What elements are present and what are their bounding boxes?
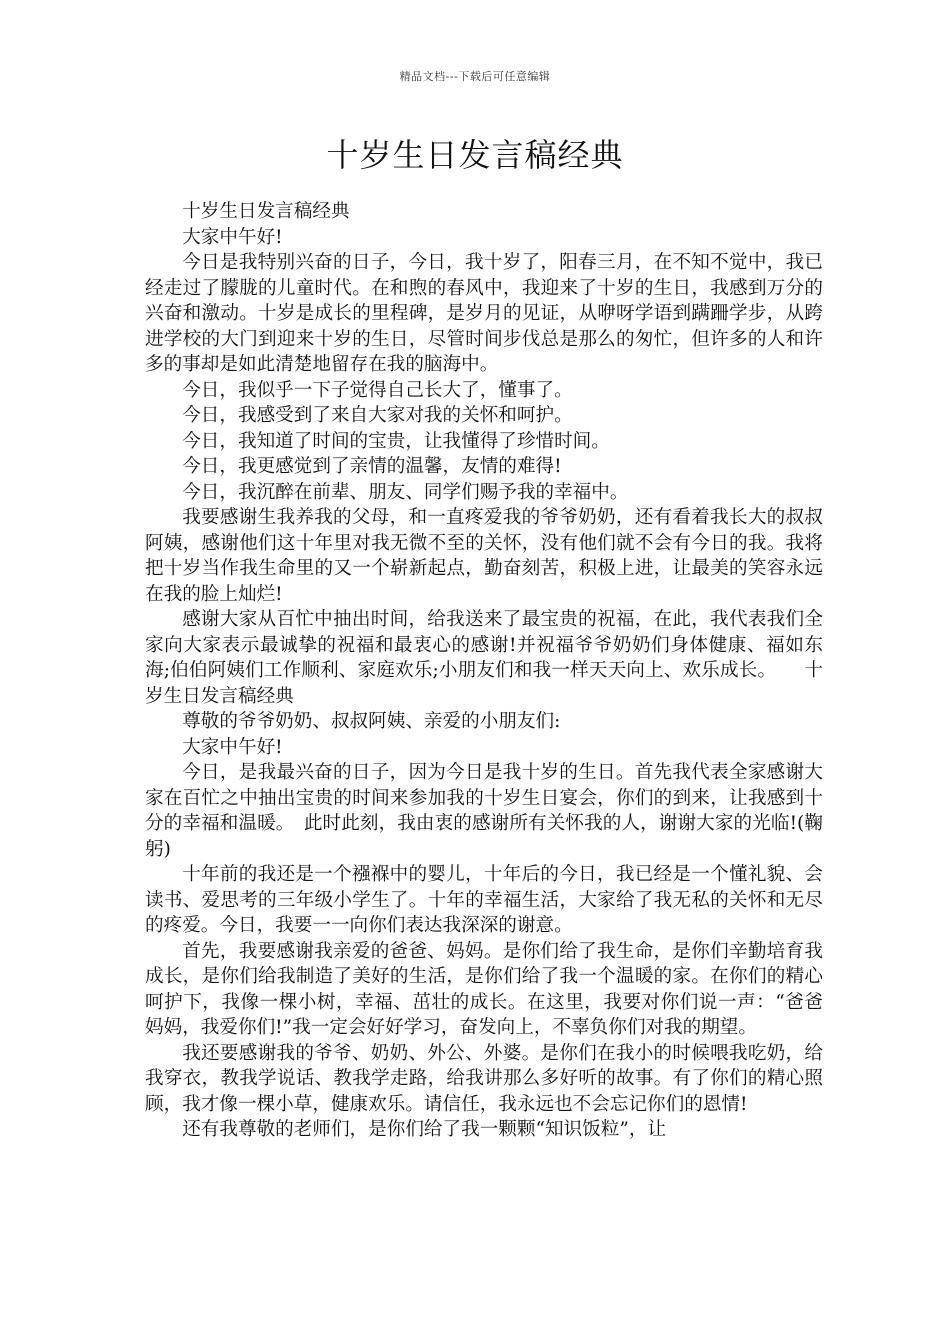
paragraph: 今日是我特别兴奋的日子，今日，我十岁了，阳春三月，在不知不觉中，我已经走过了朦胧的儿童时代。在和煦的春风中，我迎来了十岁的生日，我感到万分的兴奋和激动。十岁是成长的里程碑，是岁月的见证，从咿呀学语到蹒跚学步，从跨进学校的大门到迎来十岁的生日，尽管时间步伐总是那么的匆忙，但许多的人和许多的事却是如此清楚地留存在我的脑海中。 xyxy=(145,252,823,375)
page-title: 十岁生日发言稿经典 xyxy=(326,136,624,174)
paragraph: 今日，是我最兴奋的日子，因为今日是我十岁的生日。首先我代表全家感谢大家在百忙之中抽出宝贵的时间来参加我的十岁生日宴会，你们的到来，让我感到十分的幸福和温暖。 此时此刻，我由衷的感谢所有关怀我的人，谢谢大家的光临!(鞠躬) xyxy=(145,762,823,860)
paragraph: 尊敬的爷爷奶奶、叔叔阿姨、亲爱的小朋友们: xyxy=(182,711,561,732)
paragraph: 十岁生日发言稿经典 xyxy=(182,201,350,222)
document-body xyxy=(145,199,823,1143)
paragraph: 大家中午好! xyxy=(182,736,283,758)
paragraph: 大家中午好! xyxy=(182,226,283,248)
paragraph: 今日，我知道了时间的宝贵，让我懂得了珍惜时间。 xyxy=(182,430,610,452)
paragraph: 今日，我似乎一下子觉得自己长大了，懂事了。 xyxy=(182,379,573,401)
paragraph: 还有我尊敬的老师们，是你们给了我一颗颗“知识饭粒”，让 xyxy=(182,1119,667,1140)
paragraph: 首先，我要感谢我亲爱的爸爸、妈妈。是你们给了我生命，是你们辛勤培育我成长，是你们给我制造了美好的生活，是你们给了我一个温暖的家。在你们的精心呵护下，我像一棵小树，幸福、茁壮的成长。在这里，我要对你们说一声：“爸爸妈妈，我爱你们!”我一定会好好学习，奋发向上，不辜负你们对我的期望。 xyxy=(145,940,823,1038)
page-header: 精品文档---下载后可任意编辑 xyxy=(399,70,551,83)
paragraph: 我要感谢生我养我的父母，和一直疼爱我的爷爷奶奶，还有看着我长大的叔叔阿姨，感谢他们这十年里对我无微不至的关怀，没有他们就不会有今日的我。我将把十岁当作我生命里的又一个崭新起点，勤奋刻苦，积极上进，让最美的笑容永远在我的脸上灿烂! xyxy=(145,507,823,605)
paragraph: 今日，我感受到了来自大家对我的关怀和呵护。 xyxy=(182,405,573,426)
paragraph: 十年前的我还是一个襁褓中的婴儿，十年后的今日，我已经是一个懂礼貌、会读书、爱思考的三年级小学生了。十年的幸福生活，大家给了我无私的关怀和无尽的疼爱。今日，我要一一向你们表达我深深的谢意。 xyxy=(145,864,823,936)
paragraph: 今日，我更感觉到了亲情的温馨，友情的难得! xyxy=(182,456,562,477)
paragraph: 感谢大家从百忙中抽出时间，给我送来了最宝贵的祝福，在此，我代表我们全家向大家表示最诚挚的祝福和最衷心的感谢!并祝福爷爷奶奶们身体健康、福如东海;伯伯阿姨们工作顺利、家庭欢乐;小朋友们和我一样天天向上、欢乐成长。 十岁生日发言稿经典 xyxy=(145,609,823,707)
paragraph: 今日，我沉醉在前辈、朋友、同学们赐予我的幸福中。 xyxy=(182,481,629,503)
paragraph: 我还要感谢我的爷爷、奶奶、外公、外婆。是你们在我小的时候喂我吃奶，给我穿衣，教我学说话、教我学走路，给我讲那么多好听的故事。有了你们的精心照顾，我才像一棵小草，健康欢乐。请信任，我永远也不会忘记你们的恩情! xyxy=(145,1042,823,1115)
